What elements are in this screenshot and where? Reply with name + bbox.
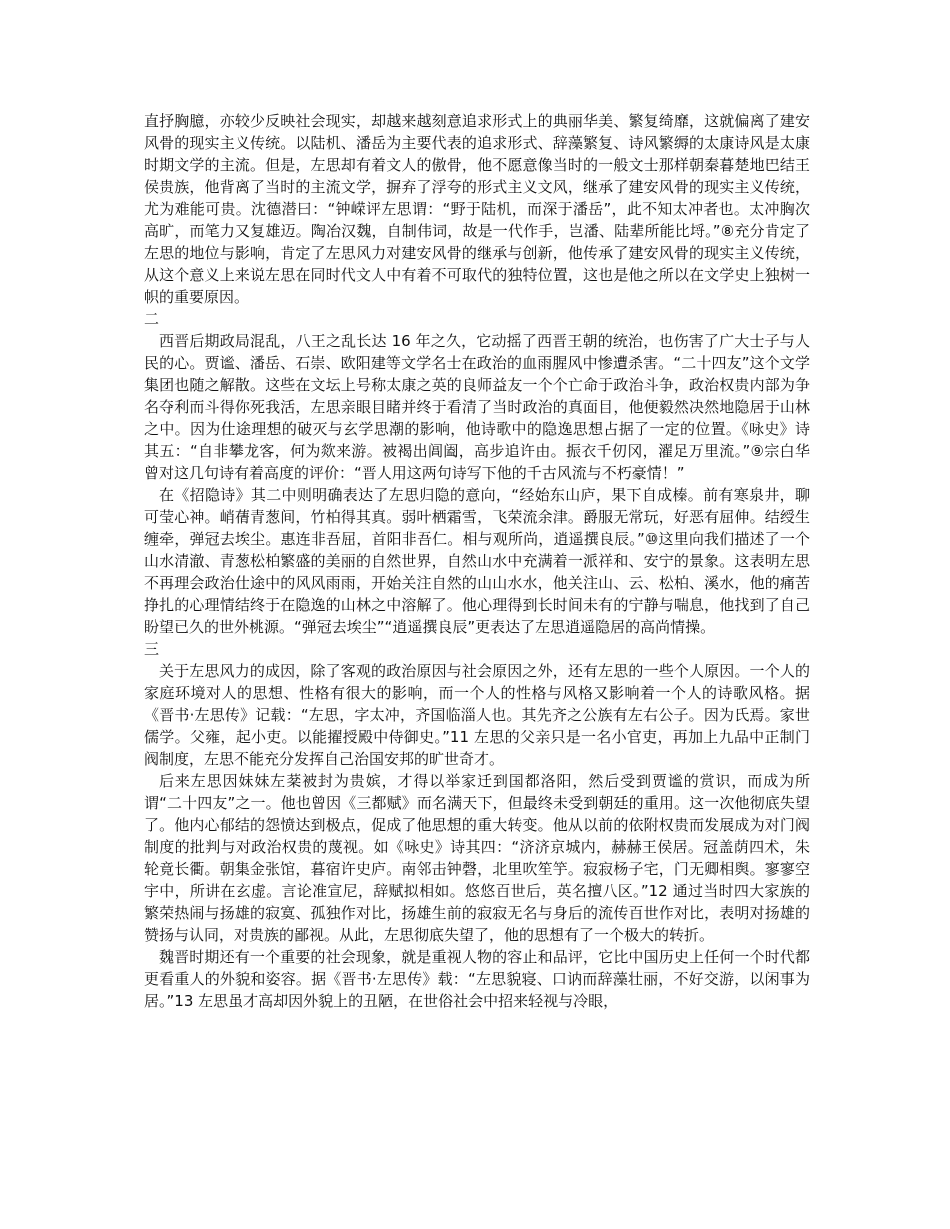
section-number-3: 三 [144,640,160,658]
article-body [144,110,810,1012]
paragraph-3: 在《招隐诗》其二中则明确表达了左思归隐的意向，“经始东山庐，果下自成榛。前有寒泉井，聊可莹心神。峭蒨青葱间，竹柏得其真。弱叶栖霜雪，飞荣流余津。爵服无常玩，好恶有屈伸。结绶生缠牵，弹冠去埃尘。惠连非吾屈，首阳非吾仁。相与观所尚，逍遥撰良辰。”⑩这里向我们描述了一个山水清澈、青葱松柏繁盛的美丽的自然世界，自然山水中充满着一派祥和、安宁的景象。这表明左思不再理会政治仕途中的风风雨雨，开始关注自然的山山水水，他关注山、云、松柏、溪水，他的痛苦挣扎的心理情结终于在隐逸的山林之中溶解了。他心理得到长时间未有的宁静与喘息，他找到了自己盼望已久的世外桃源。“弹冠去埃尘”“逍遥撰良辰”更表达了左思逍遥隐居的高尚情操。 [144,486,810,636]
paragraph-5: 后来左思因妹妹左棻被封为贵嫔，才得以举家迁到国都洛阳，然后受到贾谧的赏识，而成为所谓“二十四友”之一。他也曾因《三都赋》而名满天下，但最终未受到朝廷的重用。这一次他彻底失望了。他内心郁结的怨愤达到极点，促成了他思想的重大转变。他从以前的依附权贵而发展成为对门阀制度的批判与对政治权贵的蔑视。如《咏史》诗其四：“济济京城内，赫赫王侯居。冠盖荫四术，朱轮竟长衢。朝集金张馆，暮宿许史庐。南邻击钟磬，北里吹笙竽。寂寂杨子宅，门无卿相舆。寥寥空宇中，所讲在玄虚。言论准宣尼，辞赋拟相如。悠悠百世后，英名擅八区。”12 通过当时四大家族的繁荣热闹与扬雄的寂寞、孤独作对比，扬雄生前的寂寂无名与身后的流传百世作对比，表明对扬雄的赞扬与认同，对贵族的鄙视。从此，左思彻底失望了，他的思想有了一个极大的转折。 [144,772,810,944]
paragraph-2: 西晋后期政局混乱，八王之乱长达 16 年之久，它动摇了西晋王朝的统治，也伤害了广大士子与人民的心。贾谧、潘岳、石崇、欧阳建等文学名士在政治的血雨腥风中惨遭杀害。“二十四友”这个文学集团也随之解散。这些在文坛上号称太康之英的良师益友一个个亡命于政治斗争，政治权贵内部为争名夺利而斗得你死我活，左思亲眼目睹并终于看清了当时政治的真面目，他便毅然决然地隐居于山林之中。因为仕途理想的破灭与玄学思潮的影响，他诗歌中的隐逸思想占据了一定的位置。《咏史》诗其五：“自非攀龙客，何为欻来游。被褐出阊阖，高步追许由。振衣千仞冈，濯足万里流。”⑨宗白华曾对这几句诗有着高度的评价：“晋人用这两句诗写下他的千古风流与不朽豪情！” [144,332,810,482]
section-number-2: 二 [144,310,160,328]
paragraph-6: 魏晋时期还有一个重要的社会现象，就是重视人物的容止和品评，它比中国历史上任何一个时代都更看重人的外貌和姿容。据《晋书·左思传》载：“左思貌寝、口讷而辞藻壮丽，不好交游，以闲事为居。”13 左思虽才高却因外貌上的丑陋，在世俗社会中招来轻视与冷眼， [144,948,810,1010]
paragraph-1: 直抒胸臆，亦较少反映社会现实，却越来越刻意追求形式上的典丽华美、繁复绮靡，这就偏离了建安风骨的现实主义传统。以陆机、潘岳为主要代表的追求形式、辞藻繁复、诗风繁缛的太康诗风是太康时期文学的主流。但是，左思却有着文人的傲骨，他不愿意像当时的一般文士那样朝秦暮楚地巴结王侯贵族，他背离了当时的主流文学，摒弃了浮夸的形式主义文风，继承了建安风骨的现实主义传统，尤为难能可贵。沈德潜曰：“钟嵘评左思谓：“野于陆机，而深于潘岳”，此不知太冲者也。太冲胸次高旷，而笔力又复雄迈。陶冶汉魏，自制伟词，故是一代作手，岂潘、陆辈所能比埒。”⑧充分肯定了左思的地位与影响，肯定了左思风力对建安风骨的继承与创新，他传承了建安风骨的现实主义传统，从这个意义上来说左思在同时代文人中有着不可取代的独特位置，这也是他之所以在文学史上独树一帜的重要原因。 [144,112,810,306]
paragraph-4: 关于左思风力的成因，除了客观的政治原因与社会原因之外，还有左思的一些个人原因。一个人的家庭环境对人的思想、性格有很大的影响，而一个人的性格与风格又影响着一个人的诗歌风格。据《晋书·左思传》记载：“左思，字太冲，齐国临淄人也。其先齐之公族有左右公子。因为氏焉。家世儒学。父雍，起小吏。以能擢授殿中侍御史。”11 左思的父亲只是一名小官吏，再加上九品中正制门阀制度，左思不能充分发挥自己治国安邦的旷世奇才。 [144,662,810,768]
